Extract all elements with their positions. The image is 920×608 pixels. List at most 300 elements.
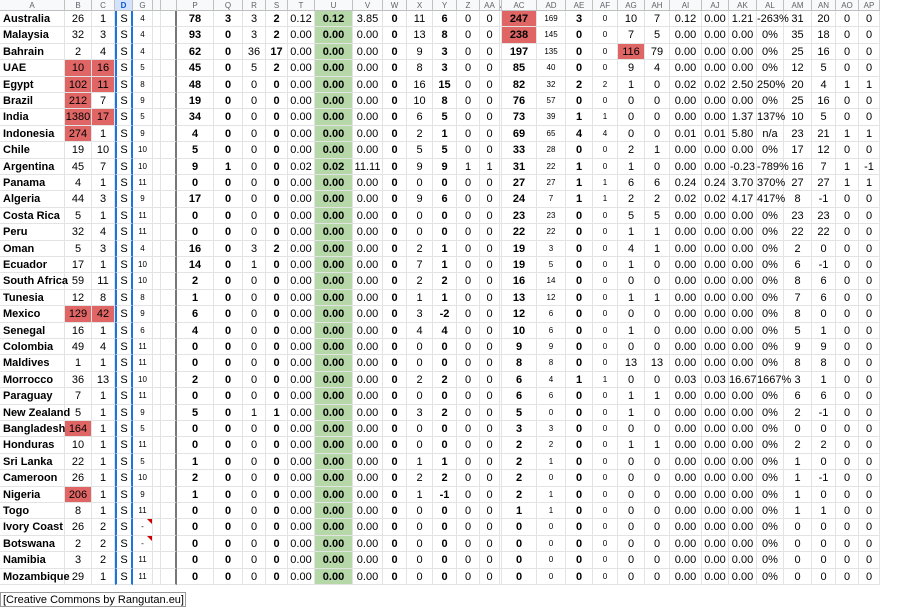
cell-_1[interactable] — [153, 241, 161, 257]
cell-am[interactable] — [784, 339, 812, 355]
cell-d[interactable] — [115, 372, 133, 388]
cell-p[interactable] — [177, 388, 214, 404]
cell-r[interactable] — [243, 405, 266, 421]
cell-af[interactable] — [593, 372, 618, 388]
cell-g[interactable] — [133, 159, 153, 175]
cell-u[interactable] — [315, 126, 353, 142]
cell-ae[interactable] — [566, 487, 593, 503]
cell-ap[interactable] — [859, 44, 880, 60]
cell-v[interactable] — [353, 503, 383, 519]
cell-p[interactable] — [177, 11, 214, 27]
cell-c[interactable] — [92, 191, 115, 207]
cell-s[interactable] — [266, 306, 288, 322]
cell-ah[interactable] — [645, 93, 670, 109]
cell-r[interactable] — [243, 470, 266, 486]
cell-g[interactable] — [133, 519, 153, 535]
cell-g[interactable] — [133, 93, 153, 109]
cell-_1[interactable] — [153, 109, 161, 125]
cell-p[interactable] — [177, 405, 214, 421]
cell-d[interactable] — [115, 519, 133, 535]
cell-ao[interactable] — [836, 306, 859, 322]
cell-v[interactable] — [353, 372, 383, 388]
country-cell[interactable] — [0, 27, 65, 43]
cell-_2[interactable] — [161, 552, 177, 568]
country-cell[interactable] — [0, 60, 65, 76]
cell-ag[interactable] — [618, 60, 645, 76]
cell-x[interactable] — [407, 552, 433, 568]
cell-p[interactable] — [177, 77, 214, 93]
cell-s[interactable] — [266, 126, 288, 142]
cell-z[interactable] — [457, 159, 480, 175]
cell-v[interactable] — [353, 339, 383, 355]
column-header-ae[interactable]: AE — [566, 0, 593, 11]
cell-t[interactable] — [288, 273, 315, 289]
column-header-t[interactable]: T — [288, 0, 315, 11]
cell-aa[interactable] — [480, 142, 500, 158]
cell-aa[interactable] — [480, 503, 500, 519]
cell-d[interactable] — [115, 27, 133, 43]
cell-z[interactable] — [457, 224, 480, 240]
cell-ao[interactable] — [836, 11, 859, 27]
cell-ae[interactable] — [566, 323, 593, 339]
cell-y[interactable] — [433, 388, 457, 404]
cell-s[interactable] — [266, 437, 288, 453]
cell-z[interactable] — [457, 503, 480, 519]
cell-w[interactable] — [383, 437, 407, 453]
cell-af[interactable] — [593, 421, 618, 437]
cell-z[interactable] — [457, 388, 480, 404]
cell-ap[interactable] — [859, 60, 880, 76]
cell-ah[interactable] — [645, 273, 670, 289]
cell-al[interactable] — [757, 536, 784, 552]
cell-ai[interactable] — [670, 470, 702, 486]
cell-aj[interactable] — [702, 191, 729, 207]
cell-z[interactable] — [457, 11, 480, 27]
cell-r[interactable] — [243, 487, 266, 503]
cell-r[interactable] — [243, 142, 266, 158]
cell-_2[interactable] — [161, 159, 177, 175]
cell-ac[interactable] — [502, 208, 537, 224]
country-cell[interactable] — [0, 126, 65, 142]
cell-t[interactable] — [288, 405, 315, 421]
cell-ak[interactable] — [729, 487, 757, 503]
cell-y[interactable] — [433, 552, 457, 568]
cell-w[interactable] — [383, 191, 407, 207]
cell-aj[interactable] — [702, 487, 729, 503]
cell-v[interactable] — [353, 273, 383, 289]
cell-s[interactable] — [266, 339, 288, 355]
cell-v[interactable] — [353, 454, 383, 470]
cell-c[interactable] — [92, 536, 115, 552]
cell-al[interactable] — [757, 405, 784, 421]
cell-q[interactable] — [214, 421, 243, 437]
cell-s[interactable] — [266, 454, 288, 470]
cell-ah[interactable] — [645, 470, 670, 486]
cell-ak[interactable] — [729, 388, 757, 404]
cell-y[interactable] — [433, 109, 457, 125]
cell-s[interactable] — [266, 93, 288, 109]
cell-ap[interactable] — [859, 273, 880, 289]
cell-aa[interactable] — [480, 208, 500, 224]
cell-v[interactable] — [353, 519, 383, 535]
cell-v[interactable] — [353, 487, 383, 503]
cell-b[interactable] — [65, 241, 92, 257]
cell-ah[interactable] — [645, 405, 670, 421]
cell-al[interactable] — [757, 126, 784, 142]
cell-ap[interactable] — [859, 437, 880, 453]
cell-al[interactable] — [757, 552, 784, 568]
cell-ae[interactable] — [566, 519, 593, 535]
cell-an[interactable] — [812, 569, 836, 585]
cell-ac[interactable] — [502, 175, 537, 191]
column-header-w[interactable]: W — [383, 0, 407, 11]
cell-_1[interactable] — [153, 437, 161, 453]
cell-r[interactable] — [243, 519, 266, 535]
cell-t[interactable] — [288, 224, 315, 240]
cell-ah[interactable] — [645, 208, 670, 224]
cell-al[interactable] — [757, 503, 784, 519]
cell-am[interactable] — [784, 306, 812, 322]
cell-w[interactable] — [383, 323, 407, 339]
cell-ae[interactable] — [566, 454, 593, 470]
cell-b[interactable] — [65, 306, 92, 322]
cell-am[interactable] — [784, 552, 812, 568]
cell-ad[interactable] — [537, 470, 566, 486]
cell-t[interactable] — [288, 421, 315, 437]
country-cell[interactable] — [0, 470, 65, 486]
cell-ac[interactable] — [502, 273, 537, 289]
cell-ae[interactable] — [566, 159, 593, 175]
cell-z[interactable] — [457, 355, 480, 371]
cell-b[interactable] — [65, 454, 92, 470]
cell-ap[interactable] — [859, 519, 880, 535]
cell-ad[interactable] — [537, 503, 566, 519]
cell-af[interactable] — [593, 339, 618, 355]
cell-ah[interactable] — [645, 126, 670, 142]
cell-_1[interactable] — [153, 569, 161, 585]
cell-w[interactable] — [383, 93, 407, 109]
cell-r[interactable] — [243, 306, 266, 322]
column-header-ao[interactable]: AO — [836, 0, 859, 11]
cell-_2[interactable] — [161, 191, 177, 207]
cell-ap[interactable] — [859, 208, 880, 224]
cell-d[interactable] — [115, 437, 133, 453]
cell-al[interactable] — [757, 437, 784, 453]
cell-ap[interactable] — [859, 11, 880, 27]
cell-al[interactable] — [757, 421, 784, 437]
cell-c[interactable] — [92, 487, 115, 503]
cell-ae[interactable] — [566, 552, 593, 568]
cell-y[interactable] — [433, 11, 457, 27]
cell-c[interactable] — [92, 306, 115, 322]
cell-d[interactable] — [115, 569, 133, 585]
cell-ap[interactable] — [859, 388, 880, 404]
cell-ai[interactable] — [670, 388, 702, 404]
cell-ad[interactable] — [537, 437, 566, 453]
cell-aj[interactable] — [702, 552, 729, 568]
country-cell[interactable] — [0, 405, 71, 421]
cell-s[interactable] — [266, 470, 288, 486]
cell-ap[interactable] — [859, 552, 880, 568]
cell-ad[interactable] — [537, 290, 566, 306]
cell-_2[interactable] — [161, 208, 177, 224]
cell-al[interactable] — [757, 93, 784, 109]
cell-u[interactable] — [315, 93, 353, 109]
cell-s[interactable] — [266, 208, 288, 224]
cell-b[interactable] — [65, 355, 92, 371]
cell-am[interactable] — [784, 355, 812, 371]
country-cell[interactable] — [0, 109, 65, 125]
country-cell[interactable] — [0, 191, 65, 207]
cell-ao[interactable] — [836, 175, 859, 191]
cell-p[interactable] — [177, 159, 214, 175]
cell-ag[interactable] — [618, 454, 645, 470]
cell-_1[interactable] — [153, 93, 161, 109]
cell-b[interactable] — [65, 159, 92, 175]
cell-v[interactable] — [353, 536, 383, 552]
cell-aj[interactable] — [702, 159, 729, 175]
cell-u[interactable] — [315, 552, 353, 568]
cell-ae[interactable] — [566, 372, 593, 388]
cell-ap[interactable] — [859, 487, 880, 503]
cell-ah[interactable] — [645, 536, 670, 552]
cell-ap[interactable] — [859, 306, 880, 322]
cell-v[interactable] — [353, 257, 383, 273]
cell-ai[interactable] — [670, 273, 702, 289]
cell-u[interactable] — [315, 405, 353, 421]
cell-an[interactable] — [812, 503, 836, 519]
cell-ac[interactable] — [502, 437, 537, 453]
cell-ad[interactable] — [537, 454, 566, 470]
cell-q[interactable] — [214, 273, 243, 289]
cell-w[interactable] — [383, 224, 407, 240]
cell-am[interactable] — [784, 44, 812, 60]
cell-ah[interactable] — [645, 142, 670, 158]
cell-u[interactable] — [315, 191, 353, 207]
cell-q[interactable] — [214, 470, 243, 486]
cell-ah[interactable] — [645, 552, 670, 568]
cell-r[interactable] — [243, 536, 266, 552]
country-cell[interactable] — [0, 454, 65, 470]
cell-ad[interactable] — [537, 519, 566, 535]
cell-y[interactable] — [433, 519, 457, 535]
cell-_2[interactable] — [161, 437, 177, 453]
cell-ag[interactable] — [618, 191, 645, 207]
cell-al[interactable] — [757, 569, 784, 585]
cell-ae[interactable] — [566, 44, 593, 60]
cell-ae[interactable] — [566, 191, 593, 207]
cell-aa[interactable] — [480, 126, 500, 142]
cell-an[interactable] — [812, 339, 836, 355]
cell-r[interactable] — [243, 191, 266, 207]
cell-c[interactable] — [92, 208, 115, 224]
cell-ah[interactable] — [645, 519, 670, 535]
cell-am[interactable] — [784, 77, 812, 93]
cell-an[interactable] — [812, 306, 836, 322]
column-header-u[interactable]: U — [315, 0, 353, 11]
cell-g[interactable] — [133, 290, 153, 306]
cell-al[interactable] — [757, 372, 792, 388]
cell-ap[interactable] — [859, 224, 880, 240]
cell-x[interactable] — [407, 437, 433, 453]
cell-b[interactable] — [65, 11, 92, 27]
cell-ao[interactable] — [836, 27, 859, 43]
cell-g[interactable] — [133, 552, 153, 568]
cell-y[interactable] — [433, 142, 457, 158]
cell-q[interactable] — [214, 388, 243, 404]
cell-af[interactable] — [593, 142, 618, 158]
cell-ah[interactable] — [645, 224, 670, 240]
cell-p[interactable] — [177, 372, 214, 388]
cell-ak[interactable] — [729, 470, 757, 486]
cell-ao[interactable] — [836, 536, 859, 552]
cell-g[interactable] — [133, 44, 153, 60]
cell-ae[interactable] — [566, 126, 593, 142]
cell-r[interactable] — [243, 109, 266, 125]
cell-r[interactable] — [243, 437, 266, 453]
country-cell[interactable] — [0, 421, 65, 437]
cell-c[interactable] — [92, 175, 115, 191]
country-cell[interactable] — [0, 569, 70, 585]
cell-an[interactable] — [812, 27, 836, 43]
cell-ad[interactable] — [537, 208, 566, 224]
cell-ag[interactable] — [618, 388, 645, 404]
cell-b[interactable] — [65, 503, 92, 519]
cell-ap[interactable] — [859, 109, 880, 125]
cell-aj[interactable] — [702, 27, 729, 43]
cell-b[interactable] — [65, 536, 92, 552]
cell-ap[interactable] — [859, 372, 880, 388]
cell-r[interactable] — [243, 208, 266, 224]
cell-x[interactable] — [407, 421, 433, 437]
cell-_1[interactable] — [153, 257, 161, 273]
cell-ap[interactable] — [859, 355, 880, 371]
cell-ap[interactable] — [859, 77, 880, 93]
country-cell[interactable] — [0, 437, 65, 453]
cell-s[interactable] — [266, 569, 288, 585]
cell-am[interactable] — [784, 241, 812, 257]
cell-y[interactable] — [433, 224, 457, 240]
cell-q[interactable] — [214, 437, 243, 453]
cell-c[interactable] — [92, 11, 115, 27]
cell-w[interactable] — [383, 159, 407, 175]
cell-p[interactable] — [177, 290, 214, 306]
cell-an[interactable] — [812, 175, 836, 191]
cell-_1[interactable] — [153, 60, 161, 76]
cell-al[interactable] — [757, 60, 784, 76]
cell-b[interactable] — [65, 273, 92, 289]
cell-_2[interactable] — [161, 454, 177, 470]
cell-c[interactable] — [92, 257, 115, 273]
cell-al[interactable] — [757, 339, 784, 355]
cell-ai[interactable] — [670, 519, 702, 535]
cell-af[interactable] — [593, 487, 618, 503]
cell-u[interactable] — [315, 421, 353, 437]
country-cell[interactable] — [0, 355, 65, 371]
cell-ak[interactable] — [729, 372, 757, 388]
cell-_1[interactable] — [153, 519, 161, 535]
cell-ad[interactable] — [537, 306, 566, 322]
cell-ai[interactable] — [670, 405, 702, 421]
cell-c[interactable] — [92, 437, 115, 453]
cell-_2[interactable] — [161, 306, 177, 322]
cell-u[interactable] — [315, 355, 353, 371]
cell-aj[interactable] — [702, 503, 729, 519]
cell-_2[interactable] — [161, 224, 177, 240]
column-header-an[interactable]: AN — [812, 0, 836, 11]
cell-ak[interactable] — [729, 552, 757, 568]
cell-al[interactable] — [757, 11, 789, 27]
cell-ad[interactable] — [537, 109, 566, 125]
cell-_2[interactable] — [161, 569, 177, 585]
cell-v[interactable] — [353, 77, 383, 93]
cell-x[interactable] — [407, 142, 433, 158]
cell-y[interactable] — [433, 503, 457, 519]
cell-ac[interactable] — [502, 372, 537, 388]
cell-_2[interactable] — [161, 241, 177, 257]
cell-ap[interactable] — [859, 454, 880, 470]
cell-ad[interactable] — [537, 487, 566, 503]
cell-y[interactable] — [433, 159, 457, 175]
cell-c[interactable] — [92, 552, 115, 568]
cell-w[interactable] — [383, 60, 407, 76]
column-header-c[interactable]: C — [92, 0, 115, 11]
cell-d[interactable] — [115, 109, 133, 125]
cell-x[interactable] — [407, 241, 433, 257]
cell-v[interactable] — [353, 224, 383, 240]
column-header-x[interactable]: X — [407, 0, 433, 11]
cell-g[interactable] — [133, 339, 153, 355]
cell-_2[interactable] — [161, 77, 177, 93]
cell-x[interactable] — [407, 159, 433, 175]
cell-y[interactable] — [433, 421, 457, 437]
cell-z[interactable] — [457, 44, 480, 60]
cell-ap[interactable] — [859, 159, 880, 175]
cell-ak[interactable] — [729, 159, 757, 175]
cell-z[interactable] — [457, 421, 480, 437]
cell-u[interactable] — [315, 454, 353, 470]
cell-r[interactable] — [243, 11, 266, 27]
cell-af[interactable] — [593, 273, 618, 289]
cell-z[interactable] — [457, 175, 480, 191]
cell-c[interactable] — [92, 44, 115, 60]
cell-g[interactable] — [133, 224, 153, 240]
cell-y[interactable] — [433, 536, 457, 552]
cell-x[interactable] — [407, 405, 433, 421]
cell-ae[interactable] — [566, 77, 593, 93]
cell-c[interactable] — [92, 27, 115, 43]
cell-c[interactable] — [92, 323, 115, 339]
cell-u[interactable] — [315, 159, 353, 175]
cell-s[interactable] — [266, 372, 288, 388]
cell-am[interactable] — [784, 372, 812, 388]
cell-b[interactable] — [65, 290, 92, 306]
cell-q[interactable] — [214, 191, 243, 207]
cell-b[interactable] — [65, 77, 92, 93]
cell-v[interactable] — [353, 109, 383, 125]
cell-b[interactable] — [65, 142, 92, 158]
cell-p[interactable] — [177, 44, 214, 60]
cell-aa[interactable] — [480, 355, 500, 371]
cell-aj[interactable] — [702, 569, 729, 585]
cell-g[interactable] — [133, 273, 153, 289]
cell-ak[interactable] — [729, 339, 757, 355]
cell-b[interactable] — [65, 109, 92, 125]
cell-p[interactable] — [177, 323, 214, 339]
cell-q[interactable] — [214, 503, 243, 519]
cell-s[interactable] — [266, 503, 288, 519]
cell-ac[interactable] — [502, 224, 537, 240]
